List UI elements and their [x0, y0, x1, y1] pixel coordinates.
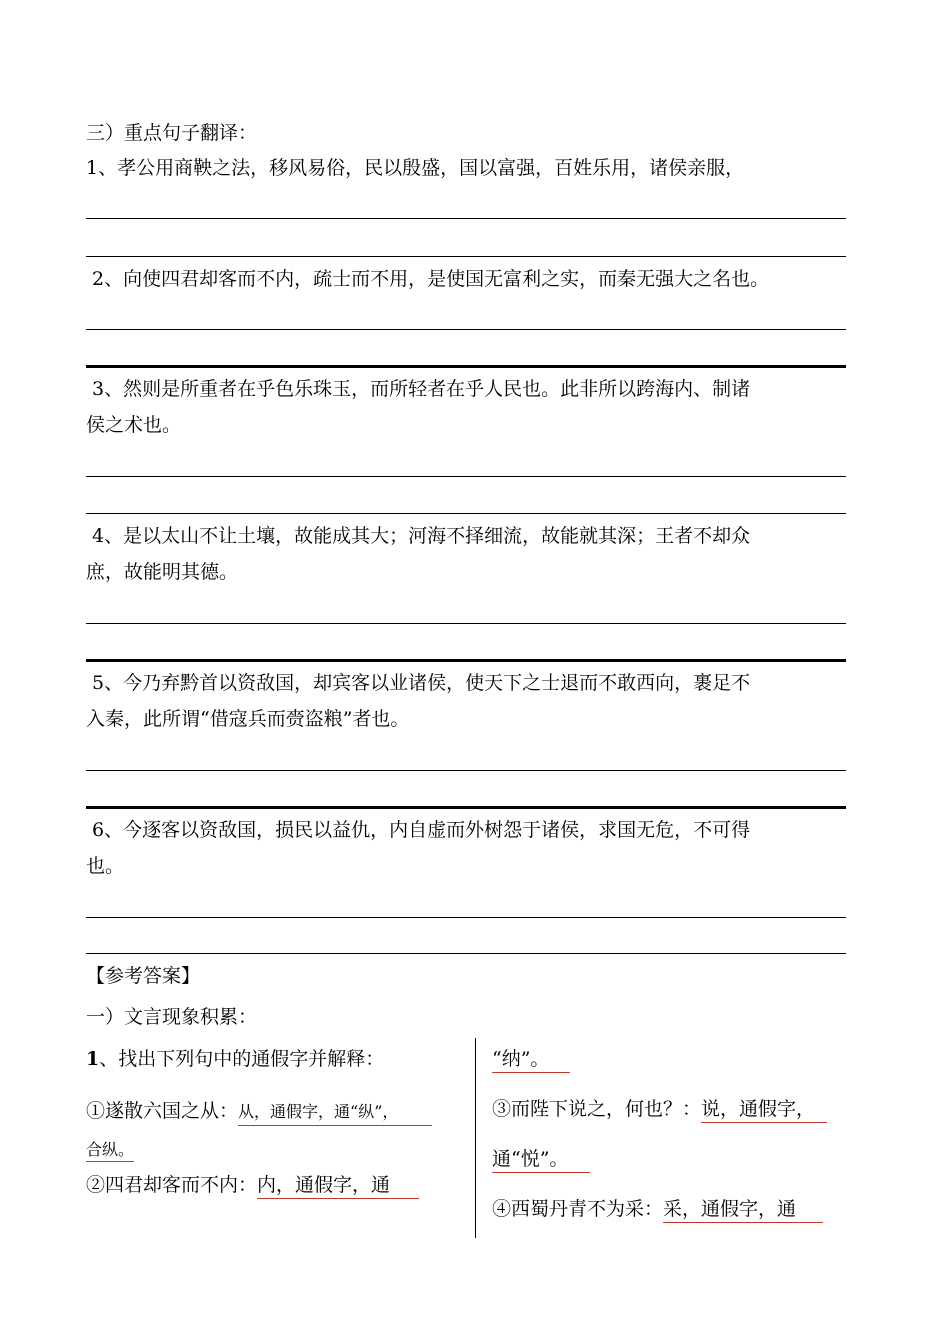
answer-line [86, 365, 846, 368]
question-text: 、找出下列句中的通假字并解释： [99, 1048, 385, 1070]
item-1-question: ①遂散六国之从： [86, 1100, 239, 1122]
item-1 [86, 1100, 432, 1126]
answer-line [86, 623, 846, 624]
sentence-5-line-2: 入秦，此所谓“借寇兵而赍盗粮”者也。 [86, 708, 410, 730]
answer-line [86, 953, 846, 954]
item-2-question: ②四君却客而不内： [86, 1174, 258, 1196]
answer-line [86, 218, 846, 219]
answer-line [86, 256, 846, 257]
sentence-5-line-1: 5、今乃弃黔首以资敌国，却宾客以业诸侯，使天下之士退而不敢西向，裹足不 [92, 672, 751, 694]
item-1-answer: 从，通假字，通“纵”， [238, 1101, 432, 1126]
question-1 [86, 1048, 384, 1070]
sentence-6-line-1: 6、今逐客以资敌国，损民以益仇，内自虚而外树怨于诸侯，求国无危，不可得 [92, 819, 751, 841]
answers-title: 【参考答案】 [86, 965, 201, 987]
answer-line [86, 329, 846, 330]
item-3 [492, 1098, 827, 1123]
answers-section-title: 一）文言现象积累： [86, 1006, 258, 1028]
sentence-3-line-1: 3、然则是所重者在乎色乐珠玉，而所轻者在乎人民也。此非所以跨海内、制诸 [92, 378, 751, 400]
item-2-continued [492, 1048, 570, 1073]
item-1-answer-continued: 合纵。 [86, 1140, 134, 1162]
item-3-question: ③而陛下说之，何也？： [492, 1098, 702, 1120]
item-4-question: ④西蜀丹青不为采： [492, 1198, 664, 1220]
item-4-answer: 采，通假字，通 [663, 1198, 823, 1223]
item-3-answer: 说，通假字， [701, 1098, 827, 1123]
answer-line [86, 513, 846, 514]
item-2-answer: 内，通假字，通 [257, 1174, 419, 1199]
sentence-2-line-1: 2、向使四君却客而不内，疏士而不用，是使国无富利之实，而秦无强大之名也。 [92, 268, 770, 290]
item-3-continued [492, 1148, 590, 1173]
sentence-4-line-1: 4、是以太山不让土壤，故能成其大；河海不择细流，故能就其深；王者不却众 [92, 525, 751, 547]
item-4 [492, 1198, 823, 1223]
sentence-3-line-2: 侯之术也。 [86, 414, 182, 436]
sentence-1-line-1: 1、孝公用商鞅之法，移风易俗，民以殷盛，国以富强，百姓乐用，诸侯亲服， [86, 157, 745, 179]
item-1-continued [86, 1138, 134, 1161]
column-divider [475, 1038, 476, 1238]
item-2 [86, 1174, 419, 1199]
answer-line [86, 770, 846, 771]
answer-line [86, 917, 846, 918]
answer-line [86, 476, 846, 477]
answer-line [86, 806, 846, 809]
sentence-6-line-2: 也。 [86, 855, 125, 877]
question-number: 1 [86, 1048, 100, 1070]
answer-line [86, 659, 846, 662]
section-title: 三）重点句子翻译： [86, 122, 258, 144]
item-3-answer-continued: 通“悦”。 [492, 1148, 590, 1173]
item-2-answer-continued: “纳”。 [492, 1048, 570, 1073]
sentence-4-line-2: 庶，故能明其德。 [86, 561, 239, 583]
